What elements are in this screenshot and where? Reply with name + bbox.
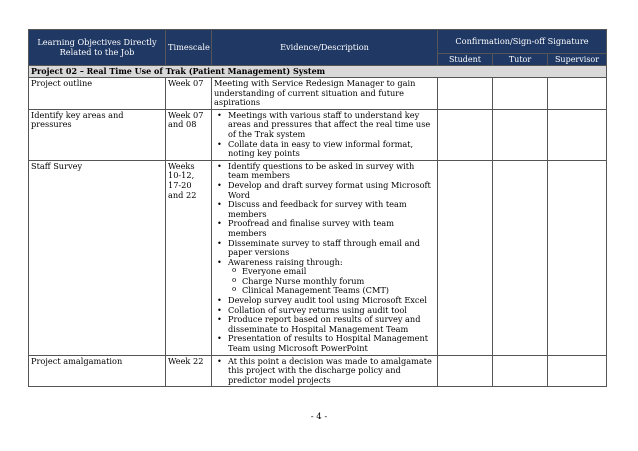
row-timescale: Weeks 10-12, 17-20 and 22 xyxy=(166,160,212,355)
tutor-signature-cell xyxy=(493,355,548,387)
row-timescale: Week 07 xyxy=(166,78,212,110)
header-timescale: Timescale xyxy=(166,30,212,66)
header-student: Student xyxy=(438,54,493,66)
student-signature-cell xyxy=(438,160,493,355)
row-objective: Identify key areas and pressures xyxy=(29,109,166,160)
evidence-bullet: • Disseminate survey to staff through email and paper versions xyxy=(228,239,435,258)
student-signature-cell xyxy=(438,78,493,110)
student-signature-cell xyxy=(438,109,493,160)
row-evidence xyxy=(212,109,438,160)
evidence-bullet: • Identify questions to be asked in survey with team members xyxy=(228,162,435,181)
evidence-bullet: • Develop and draft survey format using Microsoft Word xyxy=(228,181,435,200)
table-row xyxy=(29,109,607,160)
tutor-signature-cell xyxy=(493,78,548,110)
header-confirmation: Confirmation/Sign-off Signature xyxy=(438,30,607,54)
row-evidence: Meeting with Service Redesign Manager to gain understanding of current situation and future aspirations xyxy=(212,78,438,110)
evidence-sub-bullet: o Everyone email xyxy=(242,267,435,277)
header-evidence: Evidence/Description xyxy=(212,30,438,66)
evidence-bullet: • Proofread and finalise survey with team members xyxy=(228,219,435,238)
row-objective: Project outline xyxy=(29,78,166,110)
header-supervisor: Supervisor xyxy=(548,54,607,66)
evidence-bullet: • Meetings with various staff to understand key areas and pressures that affect the real time use of the Trak system xyxy=(228,111,435,140)
student-signature-cell xyxy=(438,355,493,387)
page-number: - 4 - xyxy=(310,412,328,422)
row-evidence xyxy=(212,355,438,387)
project-title: Project 02 – Real Time Use of Trak (Patient Management) System xyxy=(29,66,607,78)
evidence-bullet: • At this point a decision was made to amalgamate this project with the discharge policy and predictor model projects xyxy=(228,357,435,386)
row-evidence xyxy=(212,160,438,355)
supervisor-signature-cell xyxy=(548,160,607,355)
evidence-bullet: • Collate data in easy to view informal format, noting key points xyxy=(228,140,435,159)
supervisor-signature-cell xyxy=(548,78,607,110)
row-objective: Project amalgamation xyxy=(29,355,166,387)
header-tutor: Tutor xyxy=(493,54,548,66)
table-row xyxy=(29,160,607,355)
row-timescale: Week 22 xyxy=(166,355,212,387)
evidence-bullet-group xyxy=(228,258,435,296)
supervisor-signature-cell xyxy=(548,355,607,387)
evidence-sub-bullet: o Clinical Management Teams (CMT) xyxy=(242,286,435,296)
evidence-bullet-text: Awareness raising through: xyxy=(228,256,343,267)
supervisor-signature-cell xyxy=(548,109,607,160)
header-learning-objectives: Learning Objectives Directly Related to the Job xyxy=(29,30,166,66)
row-objective: Staff Survey xyxy=(29,160,166,355)
row-timescale: Week 07 and 08 xyxy=(166,109,212,160)
evidence-bullet: • Produce report based on results of survey and disseminate to Hospital Management Team xyxy=(228,315,435,334)
tutor-signature-cell xyxy=(493,160,548,355)
evidence-bullet: • Discuss and feedback for survey with team members xyxy=(228,200,435,219)
evidence-bullet: • Presentation of results to Hospital Management Team using Microsoft PowerPoint xyxy=(228,334,435,353)
evidence-bullet: • Collation of survey returns using audit tool xyxy=(228,306,435,316)
tutor-signature-cell xyxy=(493,109,548,160)
evidence-sub-bullet: o Charge Nurse monthly forum xyxy=(242,277,435,287)
table-row xyxy=(29,355,607,387)
evidence-bullet: • Develop survey audit tool using Microsoft Excel xyxy=(228,296,435,306)
objectives-table xyxy=(28,29,607,387)
table-row xyxy=(29,78,607,110)
